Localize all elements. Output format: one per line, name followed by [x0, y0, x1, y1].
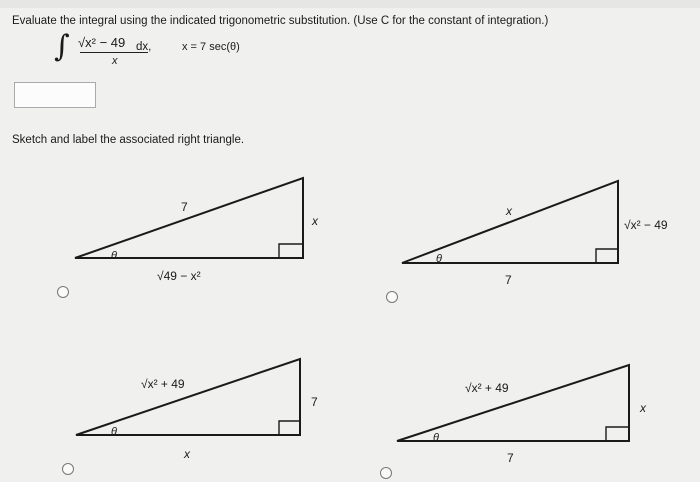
option-4-hyp-label: √x² + 49: [465, 381, 509, 395]
option-4-vert-label: x: [640, 401, 646, 415]
integrand-numerator: √x² − 49: [78, 35, 126, 50]
option-3-hyp-label: √x² + 49: [141, 377, 185, 391]
substitution: x = 7 sec(θ): [182, 41, 240, 53]
option-1-triangle: [75, 178, 303, 258]
option-1-right-angle: [279, 244, 303, 258]
integral-sign: ∫: [54, 29, 70, 64]
option-4-angle-label: θ: [433, 432, 439, 444]
sketch-prompt: Sketch and label the associated right triangle.: [12, 134, 245, 146]
question-instructions: Evaluate the integral using the indicated trigonometric substitution. (Use C for the constant of integration.): [12, 15, 549, 27]
option-2-angle-label: θ: [436, 253, 442, 265]
option-3-vert-label: 7: [311, 395, 318, 409]
option-4-right-angle: [606, 427, 629, 441]
option-3-right-angle: [279, 421, 300, 435]
option-3-triangle: [76, 359, 300, 435]
option-2-base-label: 7: [505, 273, 512, 287]
option-2-triangle: [402, 181, 618, 263]
option-1-vert-label: x: [312, 214, 318, 228]
option-4-triangle: [397, 365, 629, 441]
differential: dx,: [136, 41, 152, 53]
option-1-angle-label: θ: [111, 250, 117, 262]
option-1-base-label: √49 − x²: [157, 269, 201, 283]
option-2-vert-label: √x² − 49: [624, 218, 668, 232]
option-2-hyp-label: x: [506, 204, 512, 218]
option-2-right-angle: [596, 249, 618, 263]
option-3-base-label: x: [184, 447, 190, 461]
option-3-angle-label: θ: [111, 426, 117, 438]
option-1-hyp-label: 7: [181, 200, 188, 214]
integrand-denominator: x: [112, 55, 118, 67]
option-4-base-label: 7: [507, 451, 514, 465]
